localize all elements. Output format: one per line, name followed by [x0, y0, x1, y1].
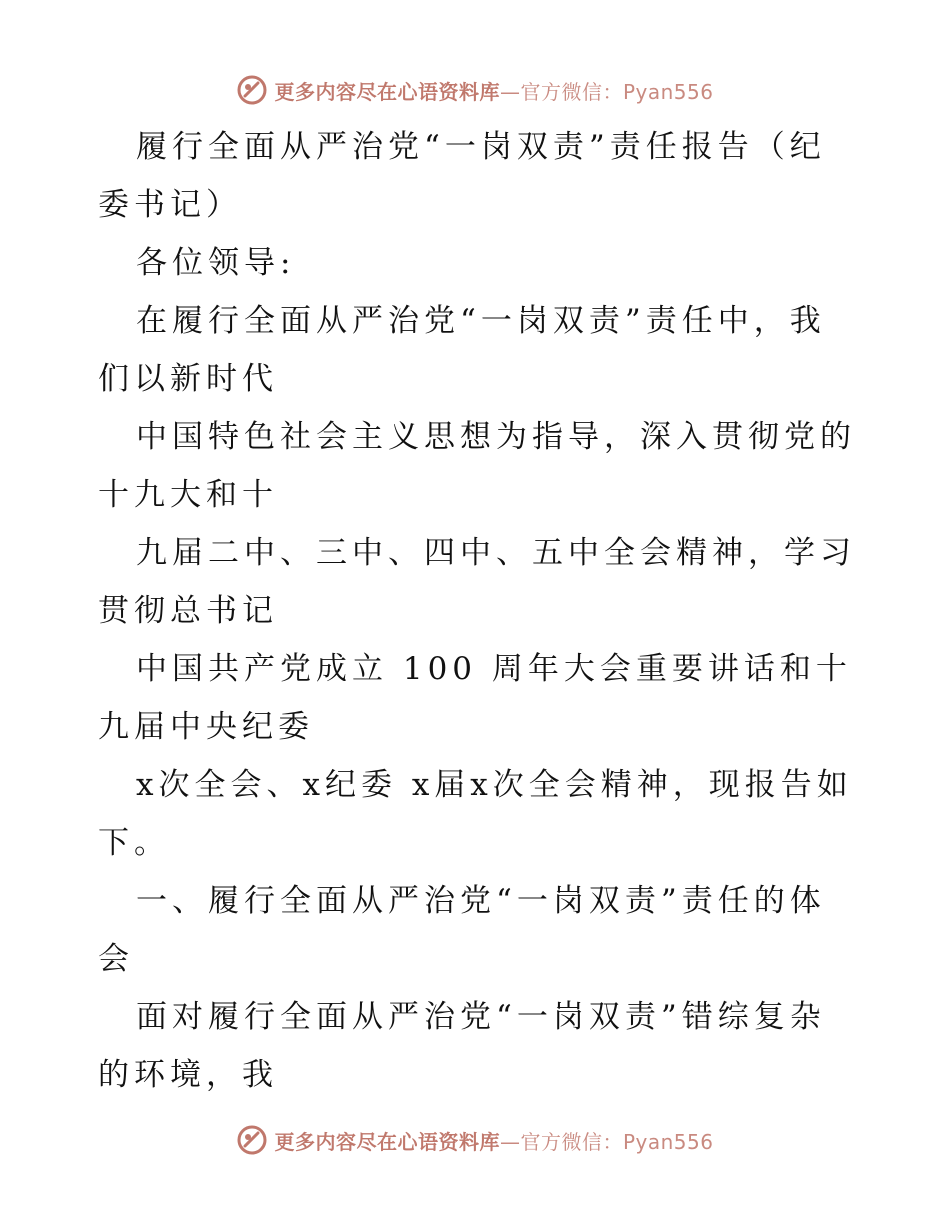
document-body [98, 118, 858, 1104]
paragraph: 中国特色社会主义思想为指导，深入贯彻党的十九大和十 [98, 419, 856, 513]
salutation: 各位领导: [136, 245, 296, 281]
watermark-separator: — [499, 1129, 521, 1154]
watermark-footer [0, 1120, 950, 1160]
paragraph: 中国共产党成立 100 周年大会重要讲话和十九届中央纪委 [98, 651, 852, 745]
watermark-contact: 官方微信：Pyan556 [520, 1129, 714, 1154]
watermark-brand: 更多内容尽在心语资料库 [274, 79, 500, 104]
section-heading: 一、履行全面从严治党“一岗双责”责任的体会 [98, 883, 826, 977]
paragraph: 九届二中、三中、四中、五中全会精神，学习贯彻总书记 [98, 535, 856, 629]
watermark-brand: 更多内容尽在心语资料库 [274, 1129, 500, 1154]
logo-icon [236, 1124, 268, 1156]
paragraph: x次全会、x纪委 x届x次全会精神，现报告如下。 [98, 767, 853, 861]
watermark-contact: 官方微信：Pyan556 [520, 79, 714, 104]
watermark-header [0, 70, 950, 110]
watermark-text [274, 76, 713, 105]
logo-icon [236, 74, 268, 106]
watermark-separator: — [499, 79, 521, 104]
paragraph: 在履行全面从严治党“一岗双责”责任中，我们以新时代 [98, 303, 826, 397]
watermark-text [274, 1126, 713, 1155]
document-title: 履行全面从严治党“一岗双责”责任报告（纪委书记） [98, 129, 826, 223]
paragraph: 面对履行全面从严治党“一岗双责”错综复杂的环境，我 [98, 999, 826, 1093]
